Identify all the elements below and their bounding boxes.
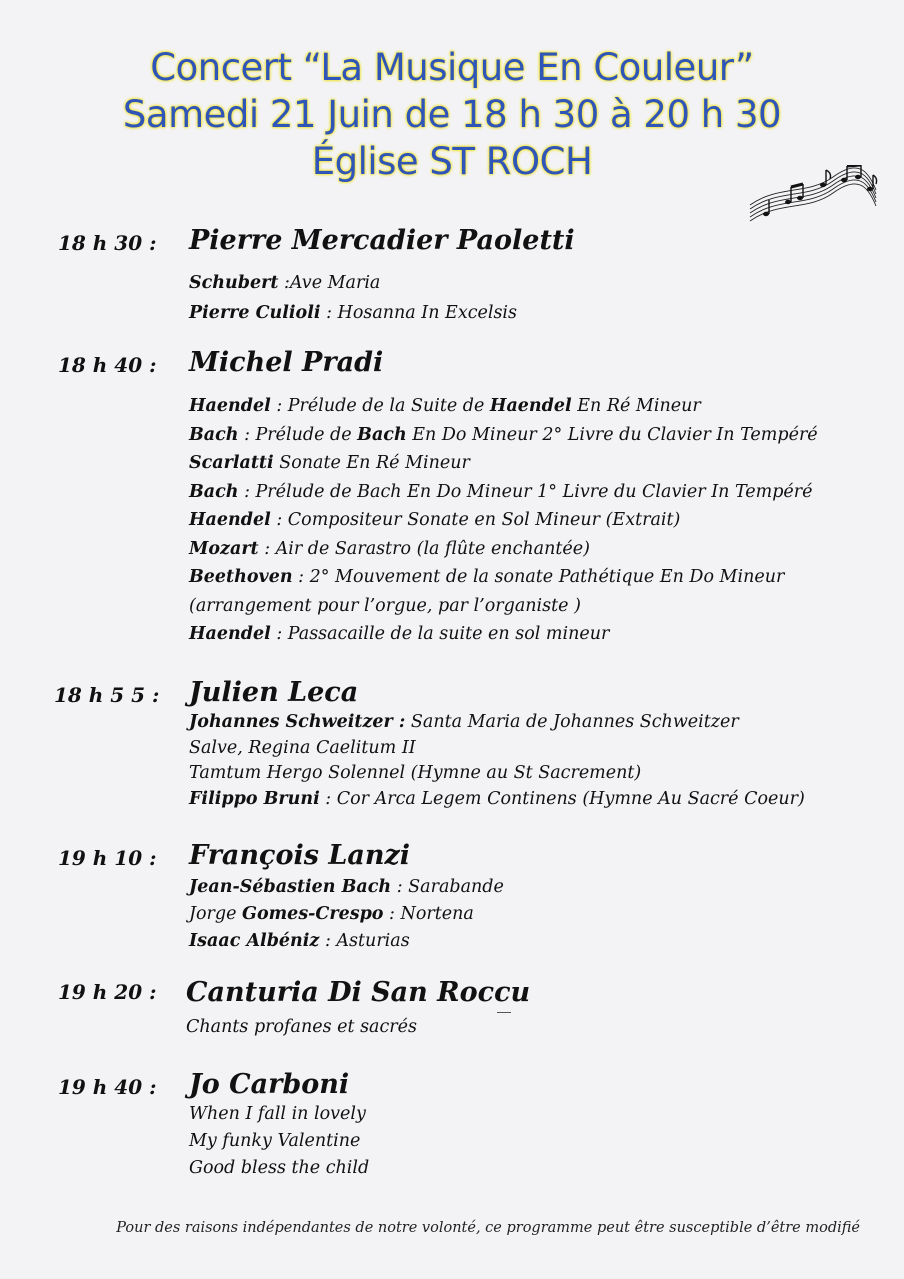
performer-name: Michel Pradi bbox=[189, 347, 384, 378]
performer-name: Pierre Mercadier Paoletti bbox=[189, 225, 575, 256]
performer-name: Julien Leca bbox=[189, 677, 359, 708]
music-notes-icon bbox=[748, 165, 878, 230]
piece-list bbox=[186, 1013, 417, 1041]
divider bbox=[497, 1012, 511, 1013]
piece-item: Mozart : Air de Sarastro (la flûte enchantée) bbox=[189, 538, 590, 559]
piece-item: Johannes Schweitzer : Santa Maria de Johannes Schweitzer bbox=[189, 712, 739, 732]
piece-item: (arrangement pour l’orgue, par l’organiste ) bbox=[189, 595, 581, 616]
performer-name: Jo Carboni bbox=[189, 1069, 350, 1100]
slot-time: 18 h 40 : bbox=[58, 353, 157, 377]
piece-list bbox=[189, 268, 517, 328]
piece-item: Isaac Albéniz : Asturias bbox=[189, 931, 410, 951]
piece-item: Pierre Culioli : Hosanna In Excelsis bbox=[189, 303, 518, 323]
piece-item: Salve, Regina Caelitum II bbox=[189, 737, 416, 758]
slot-time: 19 h 10 : bbox=[58, 846, 157, 870]
performer-name: François Lanzi bbox=[189, 840, 411, 871]
piece-item: Bach : Prélude de Bach En Do Mineur 2° Livre du Clavier In Tempéré bbox=[189, 424, 818, 445]
piece-item: Jean-Sébastien Bach : Sarabande bbox=[189, 877, 504, 897]
piece-item: Haendel : Compositeur Sonate en Sol Mineur (Extrait) bbox=[189, 510, 681, 530]
piece-item: Filippo Bruni : Cor Arca Legem Continens (Hymne Au Sacré Coeur) bbox=[189, 788, 805, 809]
piece-item: Jorge Gomes-Crespo : Nortena bbox=[189, 904, 474, 924]
piece-item: Chants profanes et sacrés bbox=[186, 1017, 417, 1037]
slot-time: 18 h 30 : bbox=[58, 231, 157, 255]
concert-date: Samedi 21 Juin de 18 h 30 à 20 h 30 bbox=[122, 93, 782, 136]
piece-list bbox=[189, 1101, 369, 1182]
concert-title: Concert “La Musique En Couleur” bbox=[150, 46, 754, 89]
piece-item: Haendel : Prélude de la Suite de Haendel En Ré Mineur bbox=[189, 396, 701, 416]
piece-list bbox=[189, 874, 504, 955]
piece-item: Scarlatti Sonate En Ré Mineur bbox=[189, 453, 470, 473]
piece-item: Beethoven : 2° Mouvement de la sonate Pathétique En Do Mineur bbox=[189, 567, 785, 587]
piece-list bbox=[189, 392, 818, 649]
piece-item: Tamtum Hergo Solennel (Hymne au St Sacrement) bbox=[189, 763, 642, 783]
piece-item: Good bless the child bbox=[189, 1158, 370, 1178]
piece-item: When I fall in lovely bbox=[189, 1104, 366, 1124]
header bbox=[0, 44, 904, 185]
piece-item: Haendel : Passacaille de la suite en sol mineur bbox=[189, 624, 610, 644]
piece-item: Bach : Prélude de Bach En Do Mineur 1° Livre du Clavier In Tempéré bbox=[189, 481, 813, 502]
slot-time: 19 h 20 : bbox=[58, 980, 157, 1004]
piece-item: My funky Valentine bbox=[189, 1131, 361, 1151]
slot-time: 18 h 5 5 : bbox=[54, 683, 160, 707]
slot-time: 19 h 40 : bbox=[58, 1075, 157, 1099]
performer-name: Canturia Di San Roccu bbox=[186, 977, 531, 1008]
piece-item: Schubert :Ave Maria bbox=[189, 273, 381, 293]
disclaimer: Pour des raisons indépendantes de notre volonté, ce programme peut être susceptible d’être modifié bbox=[116, 1220, 860, 1236]
concert-venue: Église ST ROCH bbox=[311, 140, 593, 183]
piece-list bbox=[189, 710, 805, 812]
